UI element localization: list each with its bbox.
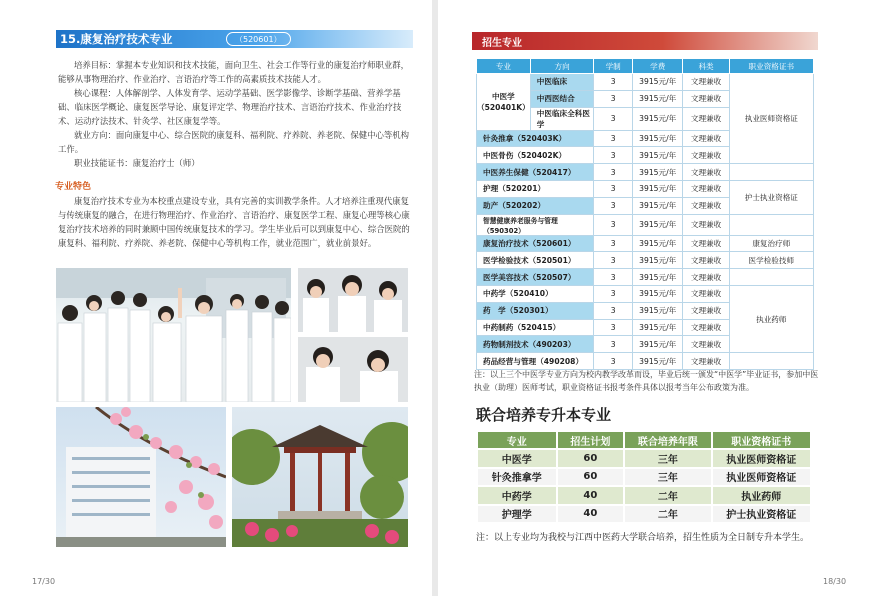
- major-name-cell: 智慧健康养老服务与管理（590302）: [477, 214, 594, 235]
- tcm-major-cell: 中医学（520401K）: [477, 74, 531, 131]
- fee-cell: 3915元/年: [632, 197, 683, 214]
- page-number-right: 18/30: [823, 577, 847, 586]
- employment-direction: 就业方向：面向康复中心、综合医院的康复科、福利院、疗养院、养老院、保健中心等机构工作。: [58, 130, 409, 154]
- joint-years-cell: 二年: [624, 486, 711, 505]
- years-cell: 3: [594, 74, 633, 91]
- years-cell: 3: [594, 285, 633, 302]
- years-cell: 3: [594, 107, 633, 130]
- admission-majors-table: [476, 58, 814, 370]
- table-row: [477, 505, 811, 524]
- student-photo-1: [298, 268, 408, 332]
- fee-cell: 3915元/年: [632, 90, 683, 107]
- years-cell: 3: [594, 269, 633, 286]
- category-cell: 文理兼收: [683, 197, 729, 214]
- joint-plan-cell: 60: [557, 468, 625, 487]
- joint-header-row: [477, 431, 811, 449]
- page-number-left: 17/30: [32, 577, 56, 586]
- joint-cert-cell: 执业药师: [712, 486, 811, 505]
- admission-header-bar: [472, 32, 818, 50]
- col-header-years: 学制: [594, 59, 633, 74]
- table-row: [477, 235, 814, 252]
- category-cell: 文理兼收: [683, 269, 729, 286]
- major-name-cell: 药物制剂技术（490203）: [477, 336, 594, 353]
- feature-heading: 专业特色: [55, 182, 92, 192]
- years-cell: 3: [594, 235, 633, 252]
- fee-cell: 3915元/年: [632, 252, 683, 269]
- category-cell: 文理兼收: [683, 74, 729, 91]
- table-row: [477, 468, 811, 487]
- col-header-category: 科类: [683, 59, 729, 74]
- major-title: 15.康复治疗技术专业: [60, 32, 173, 46]
- fee-cell: 3915元/年: [632, 130, 683, 147]
- joint-col-plan: 招生计划: [557, 431, 625, 449]
- feature-text: 康复治疗技术专业为本校重点建设专业，具有完善的实训教学条件。人才培养注重现代康复与传统康复的融合，在进行物理治疗、作业治疗、言语治疗、康复医学工程、康复心理等核心康复治疗技术培养的同时兼顾中国传统康复技术的学习。学生毕业后可以到康复中心、综合医院的康复科、福利院、疗养院、养老院、保健中心等机构工作，就业范围广，就业前景好。: [58, 196, 410, 248]
- joint-col-major: 专业: [477, 431, 557, 449]
- table-row: [477, 353, 814, 370]
- student-photo-2: [298, 337, 408, 402]
- joint-col-years: 联合培养年限: [624, 431, 711, 449]
- joint-major-cell: 护理学: [477, 505, 557, 524]
- fee-cell: 3915元/年: [632, 214, 683, 235]
- fee-cell: 3915元/年: [632, 164, 683, 181]
- category-cell: 文理兼收: [683, 180, 729, 197]
- years-cell: 3: [594, 164, 633, 181]
- major-name-cell: 针灸推拿（520403K）: [477, 130, 594, 147]
- skill-certificate: 职业技能证书：康复治疗士（师）: [74, 158, 200, 168]
- years-cell: 3: [594, 319, 633, 336]
- joint-years-cell: 二年: [624, 505, 711, 524]
- campus-blossom-photo: [56, 407, 226, 547]
- years-cell: 3: [594, 353, 633, 370]
- years-cell: 3: [594, 90, 633, 107]
- col-header-direction: 方向: [530, 59, 594, 74]
- years-cell: 3: [594, 180, 633, 197]
- category-cell: 文理兼收: [683, 90, 729, 107]
- training-goal: 培养目标：掌握本专业知识和技术技能，面向卫生、社会工作等行业的康复治疗师职业群，能够从事物理治疗、作业治疗、言语治疗等工作的高素质技术技能人才。: [58, 60, 409, 84]
- direction-cell: 中医临床: [530, 74, 594, 91]
- major-name-cell: 药 学（520301）: [477, 302, 594, 319]
- fee-cell: 3915元/年: [632, 302, 683, 319]
- major-code-badge: （520601）: [226, 32, 291, 46]
- col-header-major: 专业: [477, 59, 531, 74]
- fee-cell: 3915元/年: [632, 147, 683, 164]
- table-row: [477, 214, 814, 235]
- years-cell: 3: [594, 336, 633, 353]
- joint-major-cell: 针灸推拿学: [477, 468, 557, 487]
- fee-cell: 3915元/年: [632, 353, 683, 370]
- joint-cert-cell: 执业医师资格证: [712, 449, 811, 468]
- category-cell: 文理兼收: [683, 147, 729, 164]
- major-name-cell: 助产（520202）: [477, 197, 594, 214]
- table-row: [477, 449, 811, 468]
- cert-cell-doctor: 执业医师资格证: [729, 74, 813, 164]
- joint-plan-cell: 40: [557, 505, 625, 524]
- joint-major-cell: 中药学: [477, 486, 557, 505]
- joint-cert-cell: 护士执业资格证: [712, 505, 811, 524]
- table-row: [477, 285, 814, 302]
- years-cell: 3: [594, 214, 633, 235]
- years-cell: 3: [594, 302, 633, 319]
- table-row: [477, 180, 814, 197]
- major-name-cell: 药品经营与管理（490208）: [477, 353, 594, 370]
- col-header-fee: 学费: [632, 59, 683, 74]
- fee-cell: 3915元/年: [632, 336, 683, 353]
- fee-cell: 3915元/年: [632, 107, 683, 130]
- major-name-cell: 护理（520201）: [477, 180, 594, 197]
- major-name-cell: 中医骨伤（520402K）: [477, 147, 594, 164]
- table-row: [477, 164, 814, 181]
- table-row: [477, 252, 814, 269]
- joint-plan-cell: 40: [557, 486, 625, 505]
- category-cell: 文理兼收: [683, 336, 729, 353]
- major-name-cell: 康复治疗技术（520601）: [477, 235, 594, 252]
- cert-cell-rehab: 康复治疗师: [729, 235, 813, 252]
- category-cell: 文理兼收: [683, 164, 729, 181]
- joint-program-table: [476, 430, 812, 524]
- category-cell: 文理兼收: [683, 235, 729, 252]
- cert-cell-lab: 医学检验技师: [729, 252, 813, 269]
- cert-cell-empty: [729, 353, 813, 370]
- joint-major-cell: 中医学: [477, 449, 557, 468]
- table-row: [477, 486, 811, 505]
- category-cell: 文理兼收: [683, 353, 729, 370]
- years-cell: 3: [594, 147, 633, 164]
- fee-cell: 3915元/年: [632, 285, 683, 302]
- admission-header: 招生专业: [482, 38, 522, 49]
- major-name-cell: 医学美容技术（520507）: [477, 269, 594, 286]
- cert-cell-nurse: 护士执业资格证: [729, 180, 813, 214]
- category-cell: 文理兼收: [683, 107, 729, 130]
- table-row: [477, 269, 814, 286]
- major-name-cell: 医学检验技术（520501）: [477, 252, 594, 269]
- core-courses: 核心课程：人体解剖学、人体发育学、运动学基础、医学影像学、诊断学基础、营养学基础、临床医学概论、康复医学导论、康复评定学、物理治疗技术、言语治疗技术、作业治疗技术、运动疗法技术、针灸学、社区康复学等。: [58, 88, 402, 126]
- category-cell: 文理兼收: [683, 130, 729, 147]
- direction-cell: 中医临床全科医学: [530, 107, 594, 130]
- fee-cell: 3915元/年: [632, 74, 683, 91]
- major-name-cell: 中药学（520410）: [477, 285, 594, 302]
- joint-note: 注：以上专业均为我校与江西中医药大学联合培养，招生性质为全日制专升本学生。: [476, 533, 810, 543]
- joint-cert-cell: 执业医师资格证: [712, 468, 811, 487]
- left-page: [0, 0, 432, 596]
- category-cell: 文理兼收: [683, 214, 729, 235]
- joint-years-cell: 三年: [624, 468, 711, 487]
- years-cell: 3: [594, 252, 633, 269]
- campus-pavilion-photo: [232, 407, 408, 547]
- category-cell: 文理兼收: [683, 252, 729, 269]
- years-cell: 3: [594, 130, 633, 147]
- joint-plan-cell: 60: [557, 449, 625, 468]
- cert-cell-pharm: 执业药师: [729, 285, 813, 352]
- category-cell: 文理兼收: [683, 285, 729, 302]
- joint-col-cert: 职业资格证书: [712, 431, 811, 449]
- cert-cell-empty: [729, 164, 813, 181]
- years-cell: 3: [594, 197, 633, 214]
- cert-cell-empty: [729, 214, 813, 235]
- classroom-photo: [56, 268, 291, 402]
- category-cell: 文理兼收: [683, 319, 729, 336]
- table-header-row: [477, 59, 814, 74]
- fee-cell: 3915元/年: [632, 269, 683, 286]
- tcm-note: 注：以上三个中医学专业方向为校内教学改革而设，毕业后统一颁发“中医学”毕业证书，参加中医执业（助理）医师考试，职业资格证书报考条件具体以报考当年公布政策为准。: [474, 370, 819, 392]
- major-title-bar: [56, 30, 413, 48]
- table-row: [477, 74, 814, 91]
- major-name-cell: 中医养生保健（520417）: [477, 164, 594, 181]
- joint-program-title: 联合培养专升本专业: [476, 406, 612, 424]
- cert-cell-empty: [729, 269, 813, 286]
- col-header-certificate: 职业资格证书: [729, 59, 813, 74]
- direction-cell: 中西医结合: [530, 90, 594, 107]
- category-cell: 文理兼收: [683, 302, 729, 319]
- fee-cell: 3915元/年: [632, 180, 683, 197]
- fee-cell: 3915元/年: [632, 235, 683, 252]
- major-name-cell: 中药制药（520415）: [477, 319, 594, 336]
- fee-cell: 3915元/年: [632, 319, 683, 336]
- joint-years-cell: 三年: [624, 449, 711, 468]
